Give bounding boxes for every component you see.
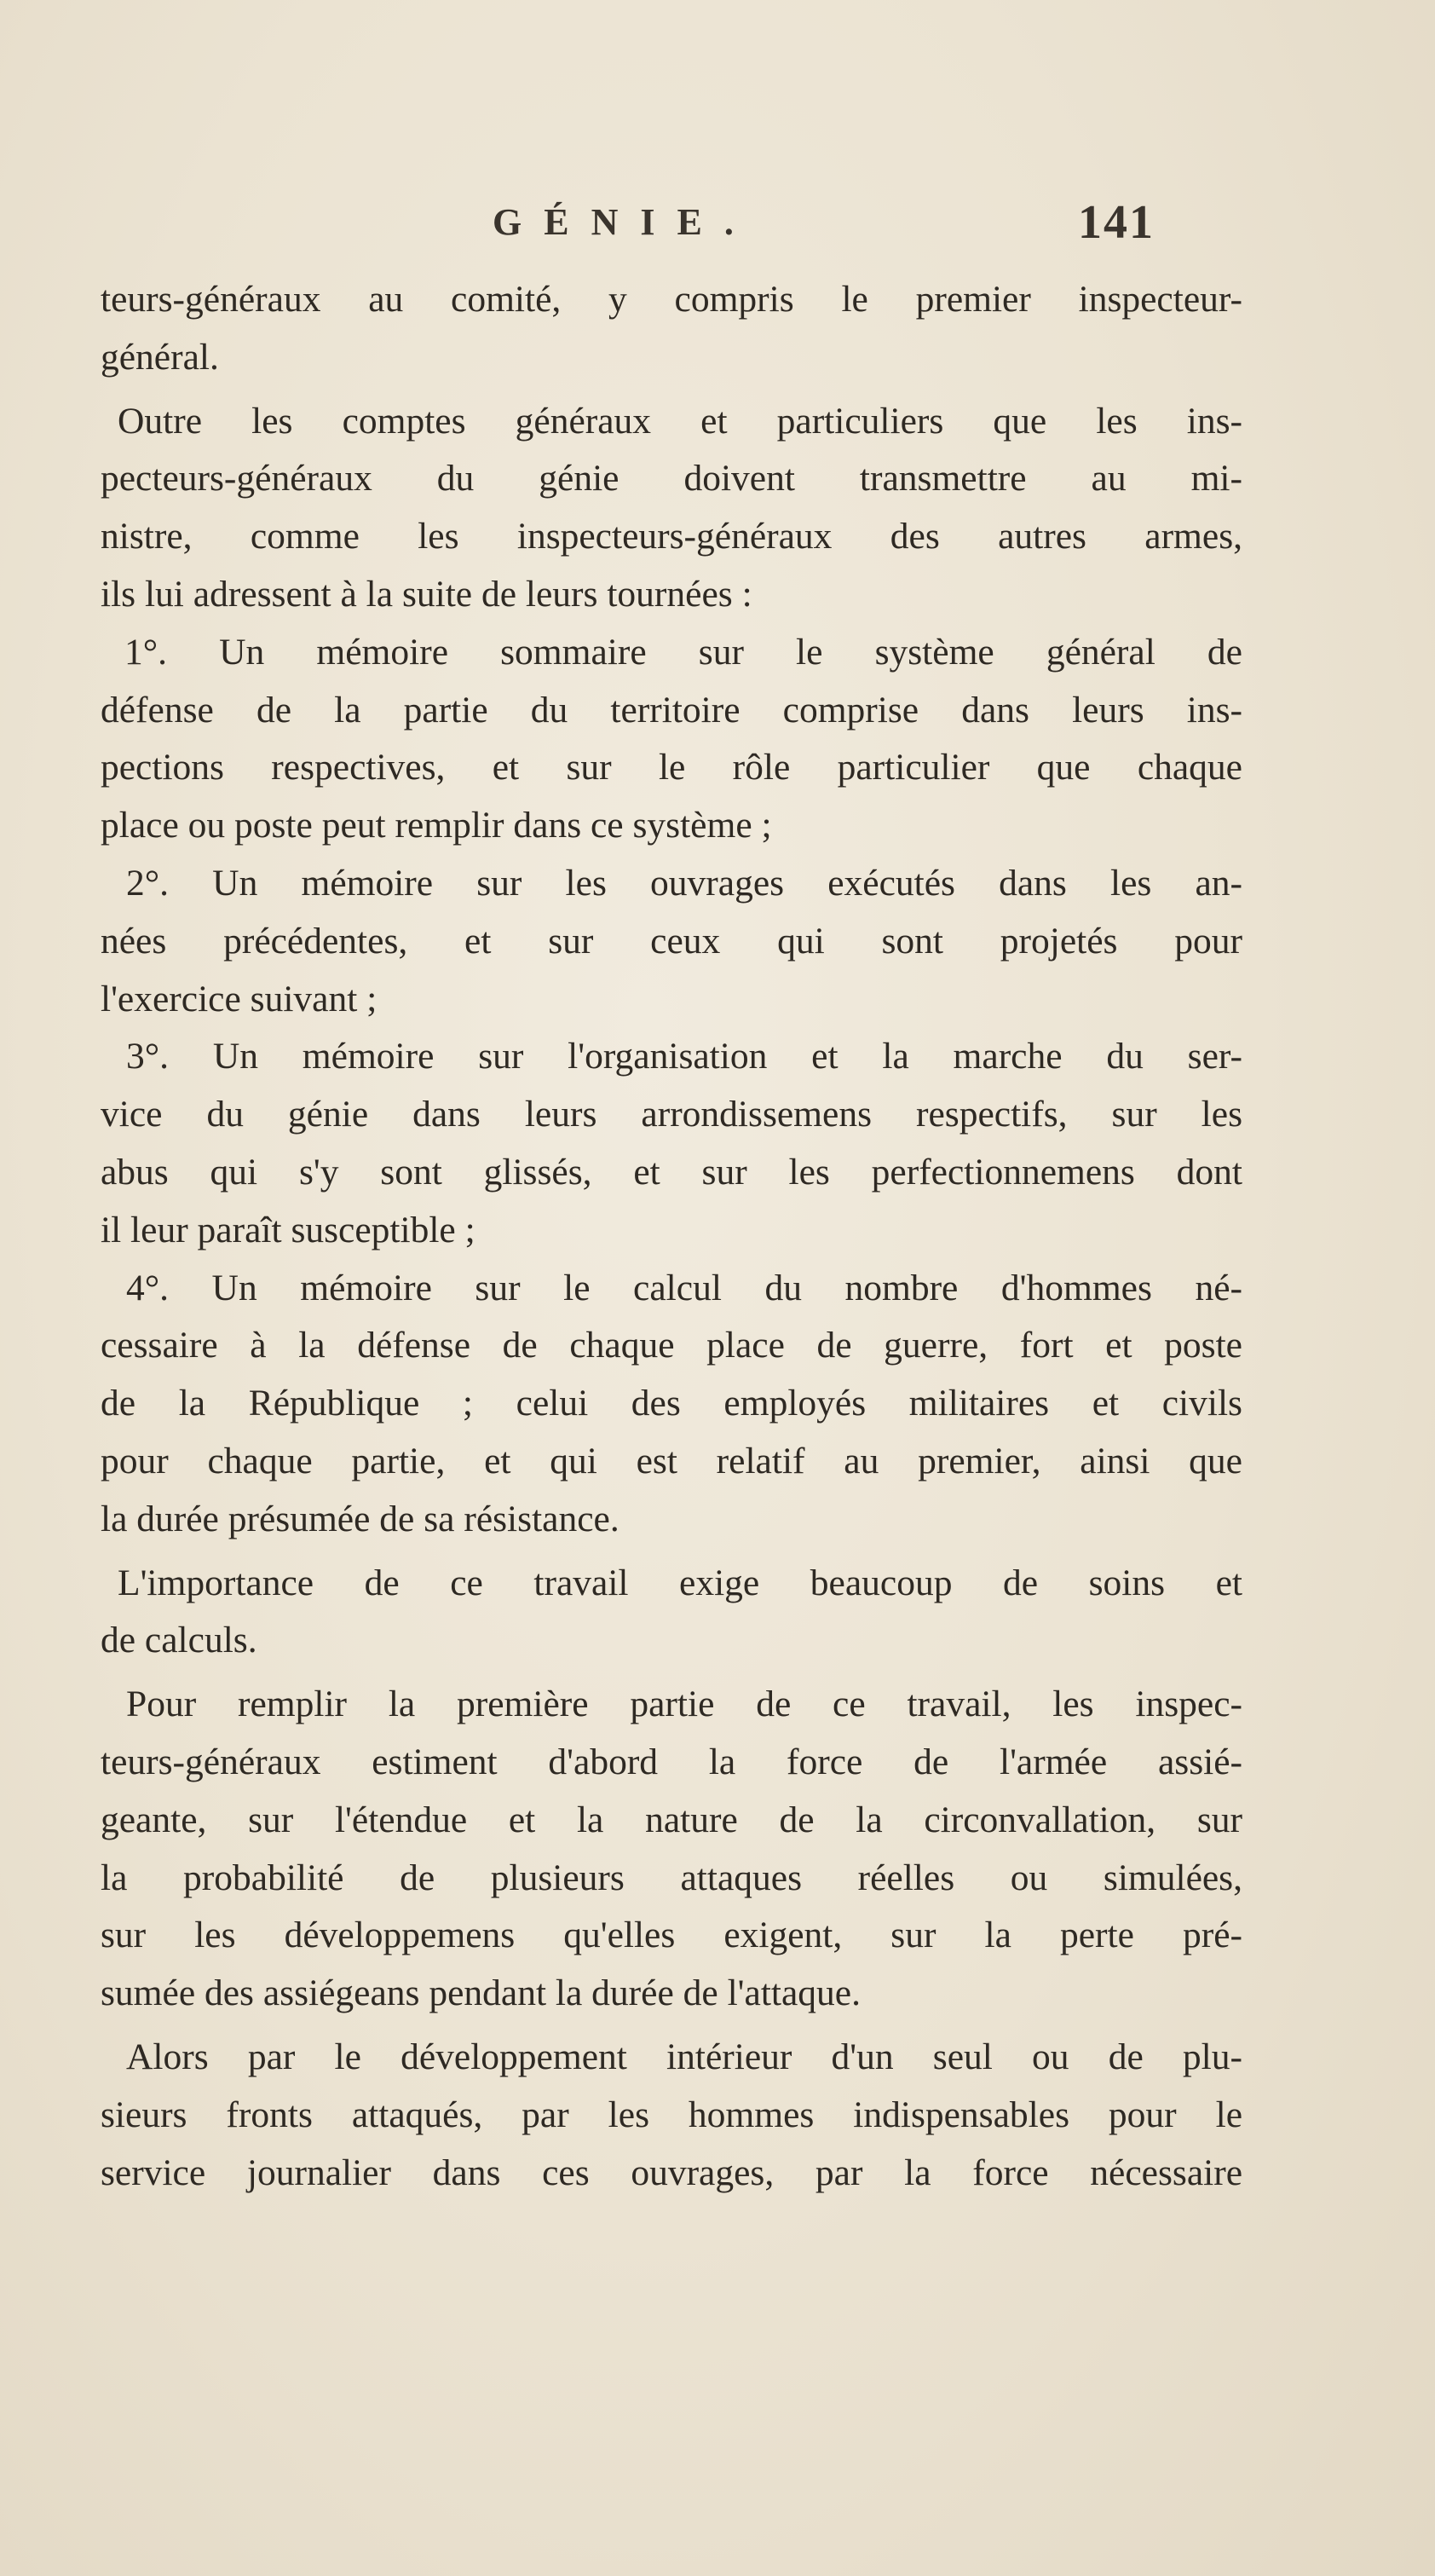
text-line: il leur paraît susceptible ; (101, 1209, 475, 1250)
text-line: nistre, comme les inspecteurs-généraux des autres armes, (101, 516, 1242, 557)
text-line: place ou poste peut remplir dans ce système ; (101, 805, 772, 846)
text-line: Pour remplir la première partie de ce travail, les inspec- (126, 1684, 1242, 1725)
text-line: pour chaque partie, et qui est relatif au premier, ainsi que (101, 1440, 1242, 1481)
text-line: général. (101, 336, 219, 378)
text-line: de calculs. (101, 1620, 257, 1661)
body-text (101, 271, 1242, 2202)
text-line: Alors par le développement intérieur d'un seul ou de plu- (126, 2036, 1242, 2077)
text-line: 4°. Un mémoire sur le calcul du nombre d'hommes né- (126, 1267, 1242, 1308)
text-line: pections respectives, et sur le rôle particulier que chaque (101, 747, 1242, 788)
text-line: ils lui adressent à la suite de leurs tournées : (101, 573, 752, 615)
text-line: abus qui s'y sont glissés, et sur les perfectionnemens dont (101, 1151, 1242, 1193)
text-line: de la République ; celui des employés militaires et civils (101, 1383, 1242, 1424)
running-title: GÉNIE. (493, 201, 756, 243)
text-line: 1°. Un mémoire sommaire sur le système général de (124, 631, 1242, 673)
text-line: nées précédentes, et sur ceux qui sont projetés pour (101, 920, 1242, 962)
text-line: la probabilité de plusieurs attaques réelles ou simulées, (101, 1857, 1242, 1898)
text-line: 2°. Un mémoire sur les ouvrages exécutés dans les an- (126, 862, 1242, 904)
text-line: teurs-généraux au comité, y compris le premier inspecteur- (101, 279, 1242, 320)
text-line: sieurs fronts attaqués, par les hommes indispensables pour le (101, 2094, 1242, 2135)
text-line: geante, sur l'étendue et la nature de la circonvallation, sur (101, 1799, 1242, 1840)
text-line: la durée présumée de sa résistance. (101, 1498, 620, 1539)
text-line: Outre les comptes généraux et particuliers que les ins- (118, 400, 1242, 442)
text-line: pecteurs-généraux du génie doivent transmettre au mi- (101, 458, 1242, 500)
text-line: service journalier dans ces ouvrages, par la force nécessaire (101, 2151, 1242, 2193)
page-header (0, 196, 1435, 269)
text-line: l'exercice suivant ; (101, 978, 377, 1019)
text-line: L'importance de ce travail exige beaucoup de soins et (118, 1562, 1242, 1603)
text-line: sur les développemens qu'elles exigent, sur la perte pré- (101, 1915, 1242, 1956)
text-line: sumée des assiégeans pendant la durée de l'attaque. (101, 1972, 861, 2014)
page-number: 141 (1078, 196, 1155, 249)
text-line: vice du génie dans leurs arrondissemens respectifs, sur les (101, 1094, 1242, 1135)
text-line: cessaire à la défense de chaque place de guerre, fort et poste (101, 1325, 1242, 1366)
text-line: défense de la partie du territoire comprise dans leurs ins- (101, 689, 1242, 731)
text-line: teurs-généraux estiment d'abord la force de l'armée assié- (101, 1741, 1242, 1782)
text-line: 3°. Un mémoire sur l'organisation et la marche du ser- (126, 1036, 1242, 1077)
